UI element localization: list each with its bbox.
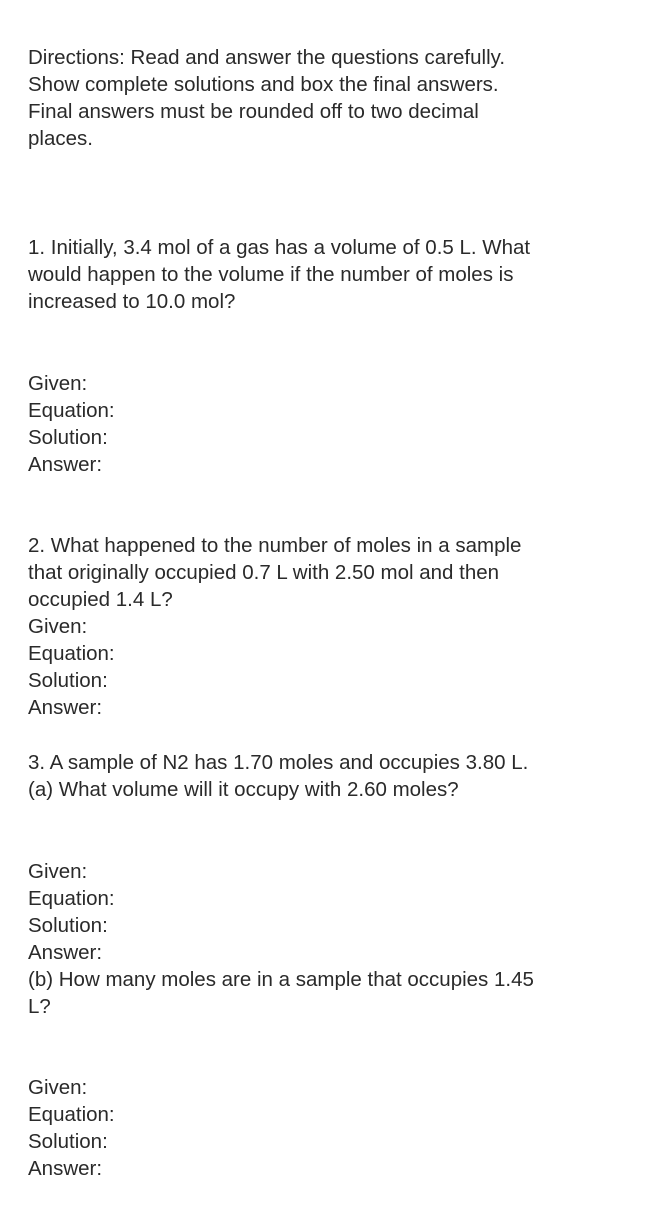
- directions-line: Show complete solutions and box the final answers.: [28, 73, 499, 96]
- question-1-prompt-line: 1. Initially, 3.4 mol of a gas has a volume of 0.5 L. What: [28, 236, 531, 259]
- question-3b-solution-label: Solution:: [28, 1130, 108, 1153]
- question-1-given-label: Given:: [28, 372, 88, 395]
- question-3a-answer-label: Answer:: [28, 941, 103, 964]
- question-2-prompt-line: 2. What happened to the number of moles in a sample: [28, 534, 522, 557]
- question-1-prompt-line: increased to 10.0 mol?: [28, 290, 236, 313]
- question-3b-equation-label: Equation:: [28, 1103, 115, 1126]
- question-1-answer-label: Answer:: [28, 453, 103, 476]
- question-2-given-label: Given:: [28, 615, 88, 638]
- question-3-prompt-line: (a) What volume will it occupy with 2.60 moles?: [28, 778, 459, 801]
- question-2-solution-label: Solution:: [28, 669, 108, 692]
- question-3b-given-label: Given:: [28, 1076, 88, 1099]
- question-1-prompt-line: would happen to the volume if the number of moles is: [28, 263, 514, 286]
- question-3a-equation-label: Equation:: [28, 887, 115, 910]
- question-3a-solution-label: Solution:: [28, 914, 108, 937]
- question-1-solution-label: Solution:: [28, 426, 108, 449]
- question-2-prompt-line: occupied 1.4 L?: [28, 588, 173, 611]
- directions-line: Directions: Read and answer the questions carefully.: [28, 46, 506, 69]
- question-3a-given-label: Given:: [28, 860, 88, 883]
- question-2-equation-label: Equation:: [28, 642, 115, 665]
- directions-line: places.: [28, 127, 93, 150]
- question-2-answer-label: Answer:: [28, 696, 103, 719]
- question-3b-answer-label: Answer:: [28, 1157, 103, 1180]
- question-3-prompt-line: 3. A sample of N2 has 1.70 moles and occupies 3.80 L.: [28, 751, 529, 774]
- directions-line: Final answers must be rounded off to two decimal: [28, 100, 479, 123]
- question-3b-prompt-line: L?: [28, 995, 51, 1018]
- question-3b-prompt-line: (b) How many moles are in a sample that occupies 1.45: [28, 968, 534, 991]
- question-1-equation-label: Equation:: [28, 399, 115, 422]
- question-2-prompt-line: that originally occupied 0.7 L with 2.50 mol and then: [28, 561, 500, 584]
